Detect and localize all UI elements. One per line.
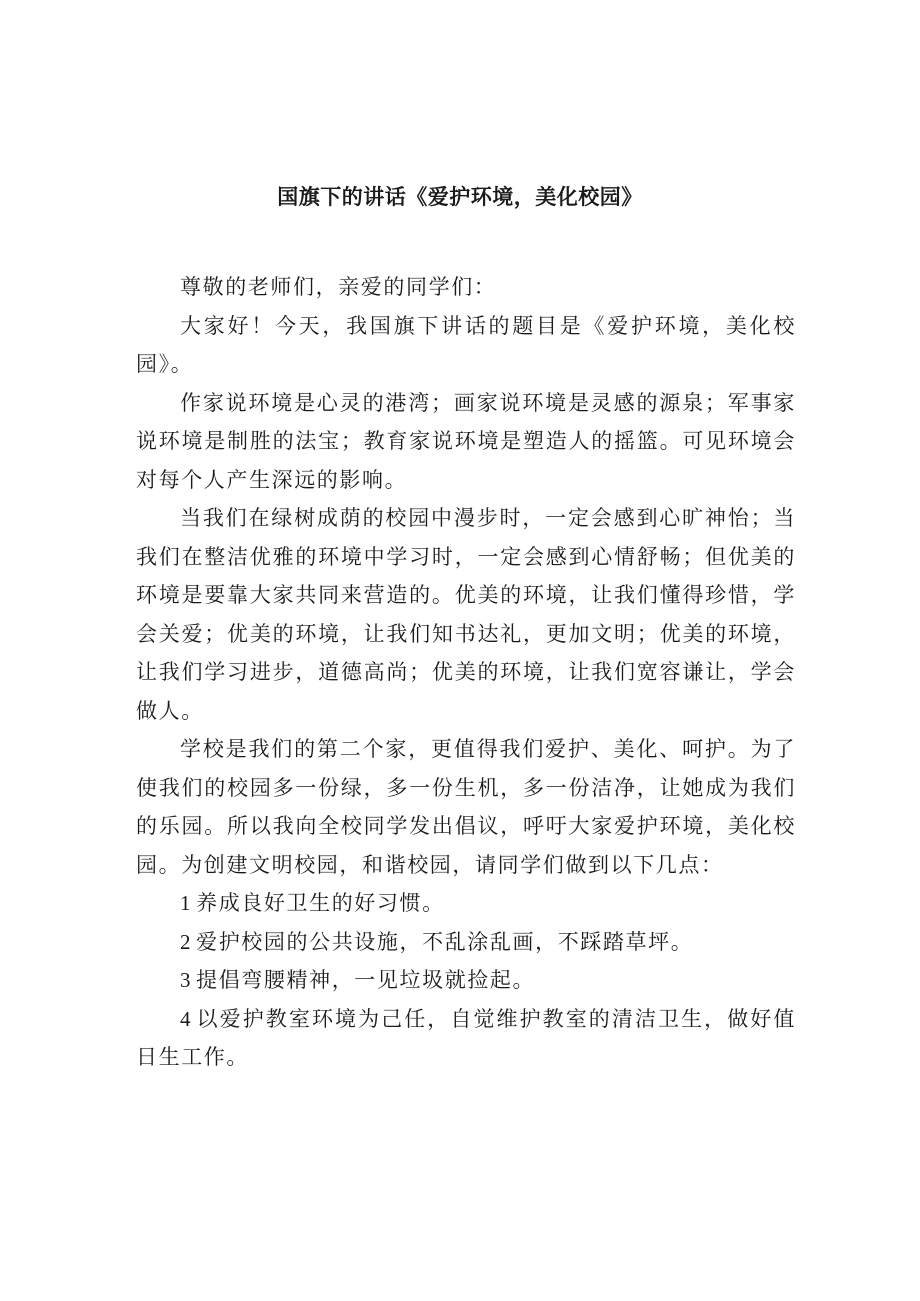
- list-item-number: 2: [180, 929, 193, 954]
- list-item: [136, 1000, 796, 1077]
- list-item: [136, 961, 796, 1000]
- list-item-number: 4: [180, 1006, 193, 1031]
- document-body: [136, 268, 796, 1077]
- paragraph-environment-quotes: 作家说环境是心灵的港湾；画家说环境是灵感的源泉；军事家说环境是制胜的法宝；教育家说环境是塑造人的摇篮。可见环境会对每个人产生深远的影响。: [136, 390, 796, 492]
- paragraph-greeting: 大家好！今天，我国旗下讲话的题目是《爱护环境，美化校园》。: [136, 313, 796, 376]
- paragraph-proposal: 学校是我们的第二个家，更值得我们爱护、美化、呵护。为了使我们的校园多一份绿，多一份生机，多一份洁净，让她成为我们的乐园。所以我向全校同学发出倡议，呼吁大家爱护环境，美化校园。为创建文明校园，和谐校园，请同学们做到以下几点：: [136, 737, 796, 877]
- list-item: [136, 923, 796, 962]
- list-item-text: 养成良好卫生的好习惯。: [196, 891, 445, 915]
- list-item-number: 3: [180, 968, 193, 992]
- list-item-text: 以爱护教室环境为己任，自觉维护教室的清洁卫生，做好值日生工作。: [136, 1006, 796, 1069]
- document-title: 国旗下的讲话《爱护环境，美化校园》: [277, 185, 643, 209]
- list-item-text: 提倡弯腰精神，一见垃圾就捡起。: [196, 968, 536, 992]
- salutation: 尊敬的老师们，亲爱的同学们：: [180, 275, 497, 299]
- list-item-text: 爱护校园的公共设施，不乱涂乱画，不踩踏草坪。: [196, 929, 694, 954]
- list-item-number: 1: [180, 891, 193, 915]
- list-item: [136, 884, 796, 923]
- paragraph-beautiful-environment: 当我们在绿树成荫的校园中漫步时，一定会感到心旷神怡；当我们在整洁优雅的环境中学习时，一定会感到心情舒畅；但优美的环境是要靠大家共同来营造的。优美的环境，让我们懂得珍惜，学会关爱；优美的环境，让我们知书达礼，更加文明；优美的环境，让我们学习进步，道德高尚；优美的环境，让我们宽容谦让，学会做人。: [136, 506, 796, 723]
